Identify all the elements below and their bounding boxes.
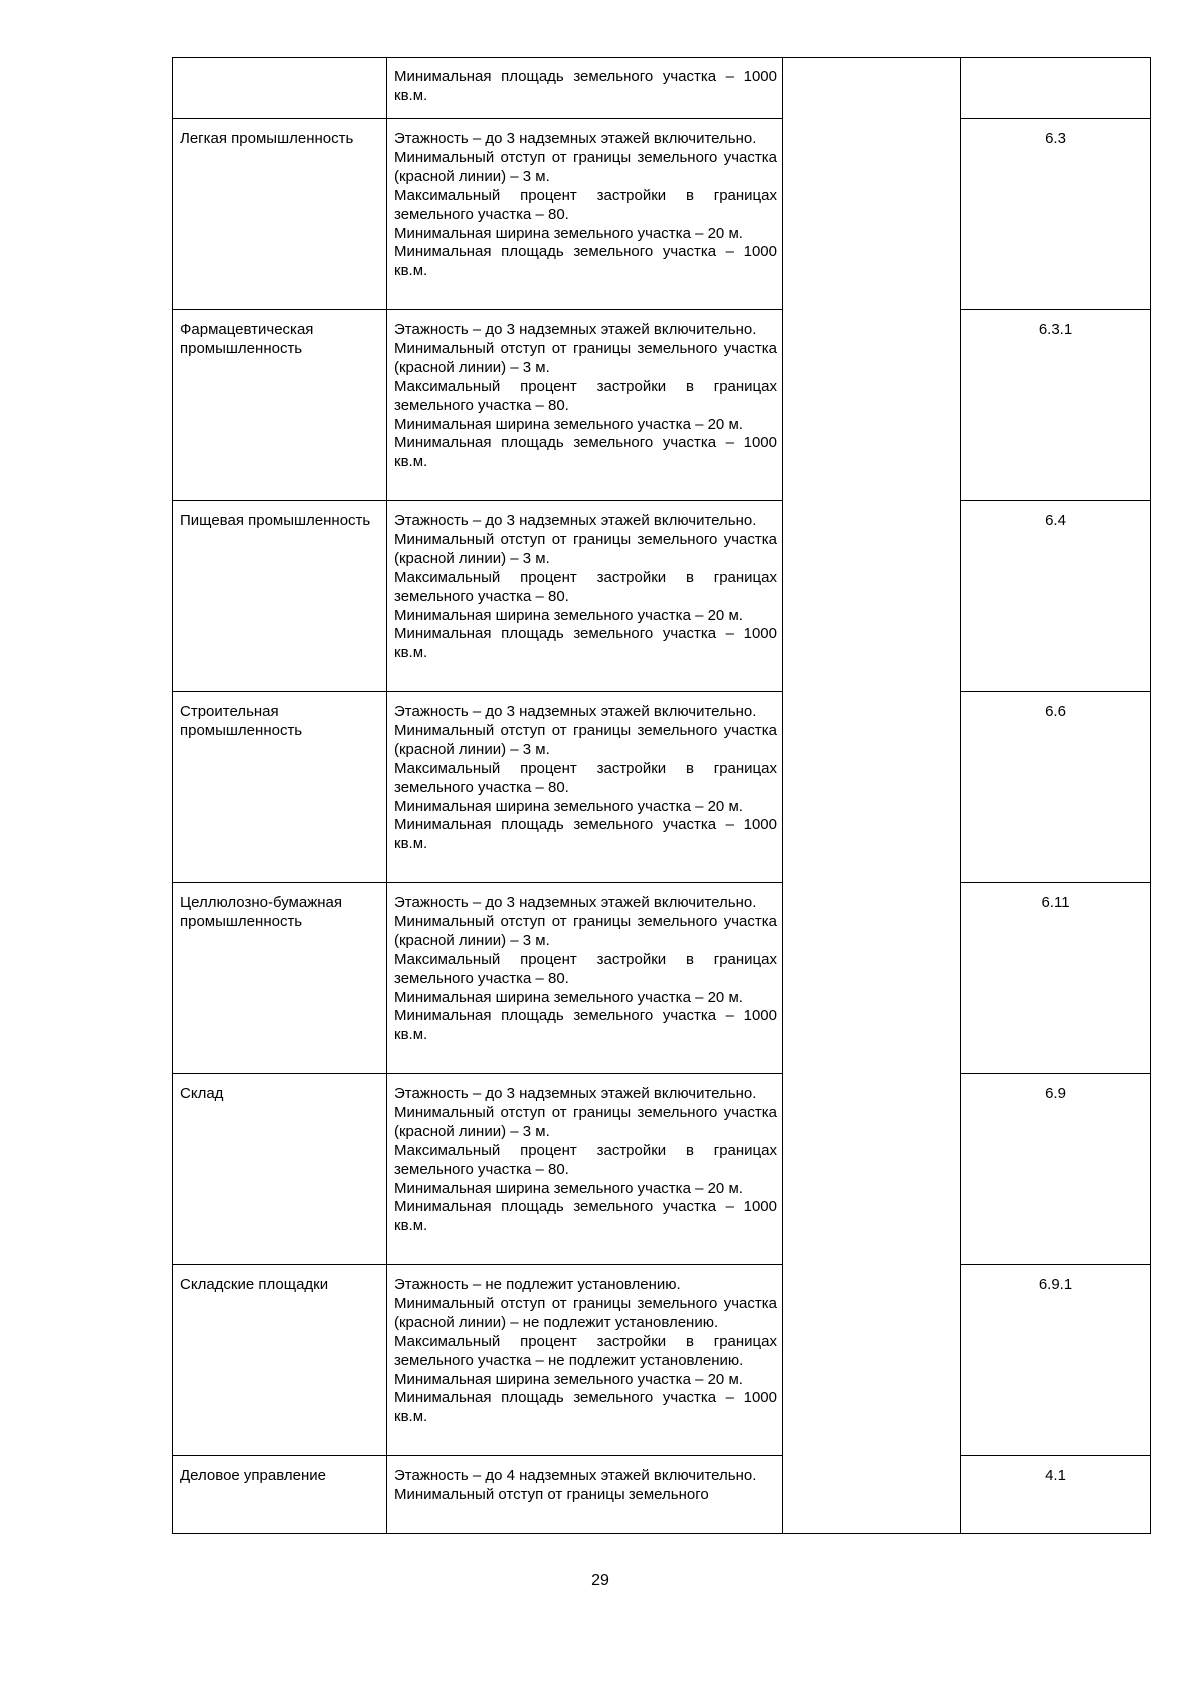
parameter-line: Этажность – до 3 надземных этажей включительно.: [394, 130, 757, 147]
parameter-line: Минимальная площадь земельного участка – 1000 кв.м.: [394, 1389, 777, 1426]
use-name-cell: [173, 58, 387, 119]
use-name-cell: Деловое управление: [173, 1456, 387, 1534]
use-name-cell: Строительная промышленность: [173, 692, 387, 883]
table-row: [173, 883, 1151, 1074]
parameter-line: Максимальный процент застройки в границах земельного участка – 80.: [394, 377, 777, 414]
parameter-line: Минимальный отступ от границы земельного: [394, 1485, 709, 1503]
parameter-line: Минимальная ширина земельного участка – 20 м.: [394, 606, 743, 624]
table-row: [173, 58, 1151, 119]
classifier-code-cell: 6.11: [961, 883, 1151, 1074]
use-name-cell: Целлюлозно-бумажная промышленность: [173, 883, 387, 1074]
parameter-line: Минимальная площадь земельного участка – 1000 кв.м.: [394, 1007, 777, 1044]
classifier-code-cell: 6.9: [961, 1074, 1151, 1265]
parameter-line: Максимальный процент застройки в границах земельного участка – 80.: [394, 1141, 777, 1178]
parameters-cell: [387, 58, 783, 119]
parameter-line: Минимальная площадь земельного участка – 1000 кв.м.: [394, 625, 777, 662]
parameter-line: Минимальный отступ от границы земельного участка (красной линии) – 3 м.: [394, 721, 777, 758]
classifier-code-cell: [961, 58, 1151, 119]
parameter-line: Минимальный отступ от границы земельного участка (красной линии) – не подлежит установлению.: [394, 1294, 777, 1331]
parameter-line: Этажность – не подлежит установлению.: [394, 1276, 681, 1293]
parameter-line: Минимальная ширина земельного участка – 20 м.: [394, 415, 743, 433]
parameter-line: Минимальная ширина земельного участка – 20 м.: [394, 224, 743, 242]
parameter-line: Минимальная площадь земельного участка – 1000 кв.м.: [394, 816, 777, 853]
parameter-line: Этажность – до 3 надземных этажей включительно.: [394, 512, 757, 529]
parameter-line: Максимальный процент застройки в границах земельного участка – не подлежит установлению.: [394, 1332, 777, 1369]
parameter-line: Этажность – до 3 надземных этажей включительно.: [394, 321, 757, 338]
parameter-line: Этажность – до 4 надземных этажей включительно.: [394, 1467, 757, 1484]
parameters-cell: [387, 1265, 783, 1456]
parameter-line: Минимальный отступ от границы земельного участка (красной линии) – 3 м.: [394, 530, 777, 567]
parameter-line: Максимальный процент застройки в границах земельного участка – 80.: [394, 759, 777, 796]
table-row: [173, 692, 1151, 883]
parameter-line: Минимальный отступ от границы земельного участка (красной линии) – 3 м.: [394, 339, 777, 376]
parameter-line: Минимальная ширина земельного участка – 20 м.: [394, 1179, 743, 1197]
parameter-line: Минимальная площадь земельного участка – 1000 кв.м.: [394, 68, 777, 104]
table-row: [173, 1265, 1151, 1456]
parameter-line: Максимальный процент застройки в границах земельного участка – 80.: [394, 950, 777, 987]
use-name-cell: Легкая промышленность: [173, 119, 387, 310]
parameters-cell: [387, 692, 783, 883]
parameter-line: Максимальный процент застройки в границах земельного участка – 80.: [394, 186, 777, 223]
use-name-cell: Пищевая промышленность: [173, 501, 387, 692]
classifier-code-cell: 6.9.1: [961, 1265, 1151, 1456]
table-row: [173, 310, 1151, 501]
parameter-line: Этажность – до 3 надземных этажей включительно.: [394, 703, 757, 720]
classifier-code-cell: 6.3.1: [961, 310, 1151, 501]
table-row: [173, 501, 1151, 692]
parameter-line: Этажность – до 3 надземных этажей включительно.: [394, 1085, 757, 1102]
classifier-code-cell: 4.1: [961, 1456, 1151, 1534]
classifier-code-cell: 6.6: [961, 692, 1151, 883]
classifier-code-cell: 6.3: [961, 119, 1151, 310]
page-number: 29: [591, 1572, 609, 1589]
parameter-line: Минимальная площадь земельного участка – 1000 кв.м.: [394, 434, 777, 471]
blank-column-cell: [783, 58, 961, 1534]
parameters-cell: [387, 883, 783, 1074]
parameter-line: Минимальная площадь земельного участка – 1000 кв.м.: [394, 1198, 777, 1235]
parameter-line: Минимальный отступ от границы земельного участка (красной линии) – 3 м.: [394, 148, 777, 185]
use-name-cell: Фармацевтическая промышленность: [173, 310, 387, 501]
use-name-cell: Складские площадки: [173, 1265, 387, 1456]
parameters-cell: [387, 310, 783, 501]
parameter-line: Минимальный отступ от границы земельного участка (красной линии) – 3 м.: [394, 912, 777, 949]
table-row: [173, 1074, 1151, 1265]
parameter-line: Максимальный процент застройки в границах земельного участка – 80.: [394, 568, 777, 605]
use-name-cell: Склад: [173, 1074, 387, 1265]
parameter-line: Минимальная ширина земельного участка – 20 м.: [394, 988, 743, 1006]
parameters-cell: [387, 119, 783, 310]
parameters-cell: [387, 501, 783, 692]
land-use-table: [172, 57, 1151, 1534]
parameter-line: Этажность – до 3 надземных этажей включительно.: [394, 894, 757, 911]
land-use-table-body: [173, 58, 1151, 1534]
table-row: [173, 1456, 1151, 1534]
parameter-line: Минимальная ширина земельного участка – 20 м.: [394, 1370, 743, 1388]
parameters-cell: [387, 1074, 783, 1265]
table-row: [173, 119, 1151, 310]
parameter-line: Минимальная площадь земельного участка – 1000 кв.м.: [394, 243, 777, 280]
parameters-cell: [387, 1456, 783, 1534]
parameter-line: Минимальная ширина земельного участка – 20 м.: [394, 797, 743, 815]
parameter-line: Минимальный отступ от границы земельного участка (красной линии) – 3 м.: [394, 1103, 777, 1140]
classifier-code-cell: 6.4: [961, 501, 1151, 692]
